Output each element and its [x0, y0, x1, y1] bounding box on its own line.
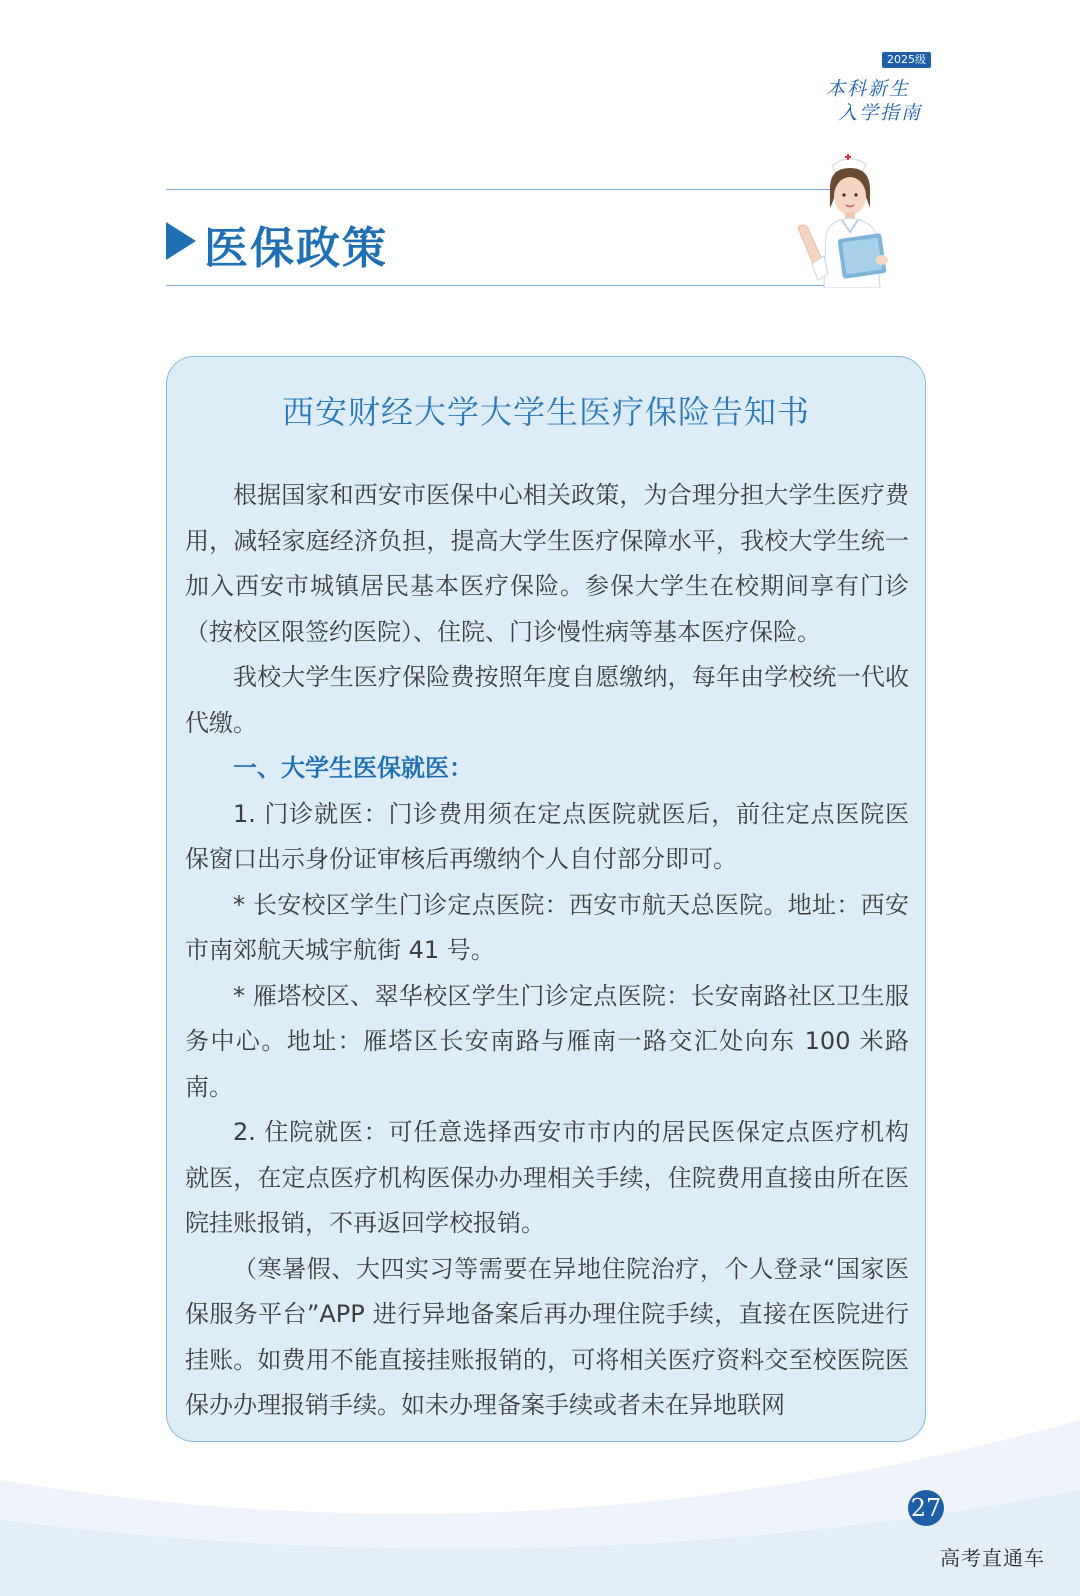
- header-divider-bottom: [166, 285, 866, 286]
- page-number: 27: [908, 1490, 944, 1526]
- paragraph-inpatient: 2. 住院就医：可任意选择西安市市内的居民医保定点医疗机构就医，在定点医疗机构医保办办理相关手续，住院费用直接由所在医院挂账报销，不再返回学校报销。: [185, 1118, 909, 1237]
- notice-title: 西安财经大学大学生医疗保险告知书: [281, 393, 810, 431]
- notice-card: [166, 356, 926, 1442]
- year-badge: 2025级: [882, 52, 931, 68]
- paragraph-intro: 根据国家和西安市医保中心相关政策，为合理分担大学生医疗费用，减轻家庭经济负担，提高大学生医疗保障水平，我校大学生统一加入西安市城镇居民基本医疗保险。参保大学生在校期间享有门诊（按校区限签约医院）、住院、门诊慢性病等基本医疗保险。: [185, 481, 909, 646]
- paragraph-remote: （寒暑假、大四实习等需要在异地住院治疗，个人登录“国家医保服务平台”APP 进行异地备案后再办理住院手续，直接在医院进行挂账。如费用不能直接挂账报销的，可将相关医疗资料交至校医院医保办办理报销手续。如未办理备案手续或者未在异地联网: [185, 1254, 909, 1419]
- paragraph-payment: 我校大学生医疗保险费按照年度自愿缴纳，每年由学校统一代收代缴。: [185, 663, 909, 737]
- source-watermark: 高考直通车: [940, 1546, 1045, 1570]
- brand-line-1: 本科新生: [826, 78, 911, 100]
- paragraph-outpatient: 1. 门诊就医：门诊费用须在定点医院就医后，前往定点医院医保窗口出示身份证审核后再缴纳个人自付部分即可。: [185, 799, 909, 873]
- header-divider-top: [166, 189, 846, 190]
- paragraph-yanta-hospital: * 雁塔校区、翠华校区学生门诊定点医院：长安南路社区卫生服务中心。地址：雁塔区长安南路与雁南一路交汇处向东 100 米路南。: [185, 981, 909, 1101]
- paragraph-changan-hospital: * 长安校区学生门诊定点医院：西安市航天总医院。地址：西安市南郊航天城宇航街 41 号。: [185, 890, 909, 964]
- section-heading-medical: 一、大学生医保就医：: [233, 754, 473, 782]
- brand-line-2: 入学指南: [838, 102, 923, 124]
- play-triangle-icon: [166, 222, 196, 260]
- section-title: 医保政策: [204, 223, 388, 274]
- nurse-illustration: [796, 148, 908, 288]
- notice-body: [185, 473, 909, 1429]
